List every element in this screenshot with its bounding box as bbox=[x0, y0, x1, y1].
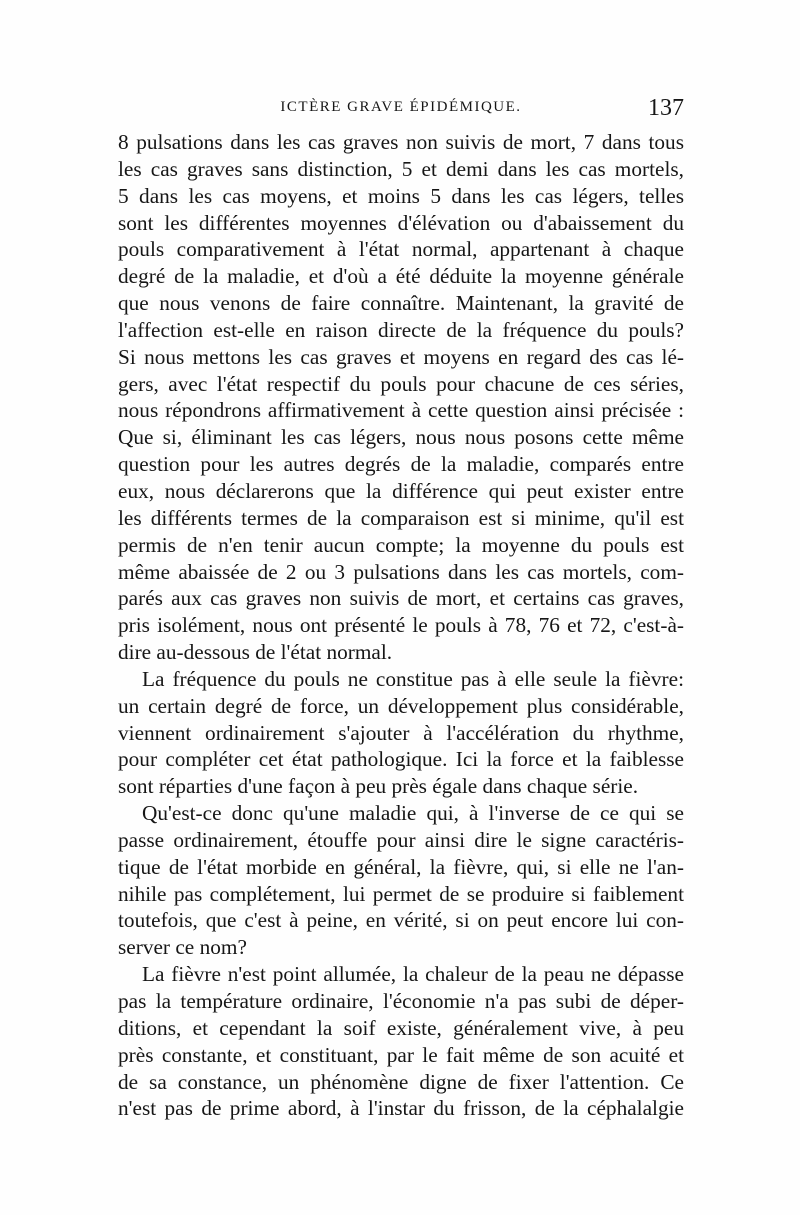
text-line: eux, nous déclarerons que la différence qui peut exister entre bbox=[118, 478, 684, 503]
text-line: pas la température ordinaire, l'économie n'a pas subi de déper- bbox=[118, 989, 684, 1013]
text-line: pouls comparativement à l'état normal, appartenant à chaque bbox=[118, 237, 684, 262]
text-line: La fréquence du pouls ne constitue pas à elle seule la fièvre: bbox=[142, 666, 684, 691]
text-line: 5 dans les cas moyens, et moins 5 dans les cas légers, telles bbox=[118, 183, 684, 208]
text-line: que nous venons de faire connaître. Maintenant, la gravité de bbox=[118, 291, 684, 316]
text-line: les différents termes de la comparaison est si minime, qu'il est bbox=[118, 505, 684, 530]
text-line: gers, avec l'état respectif du pouls pour chacune de ces séries, bbox=[118, 371, 684, 396]
text-line: sont les différentes moyennes d'élévation ou d'abaissement du bbox=[118, 210, 684, 235]
text-line: nous répondrons affirmativement à cette question ainsi précisée : bbox=[118, 398, 684, 423]
text-line: server ce nom? bbox=[118, 935, 247, 960]
body-text bbox=[118, 129, 684, 1122]
text-line: parés aux cas graves non suivis de mort, et certains cas graves, bbox=[118, 586, 684, 611]
text-line: un certain degré de force, un développement plus considérable, bbox=[118, 693, 684, 718]
text-line: pris isolément, nous ont présenté le pouls à 78, 76 et 72, c'est-à- bbox=[118, 613, 684, 638]
text-line: toutefois, que c'est à peine, en vérité, si on peut encore lui con- bbox=[118, 908, 684, 933]
text-line: ditions, et cependant la soif existe, généralement vive, à peu bbox=[118, 1015, 684, 1040]
text-line: Qu'est-ce donc qu'une maladie qui, à l'inverse de ce qui se bbox=[142, 801, 684, 826]
text-line: pour compléter cet état pathologique. Ici la force et la faiblesse bbox=[118, 747, 684, 772]
text-line: l'affection est-elle en raison directe de la fréquence du pouls? bbox=[118, 317, 684, 342]
text-line: permis de n'en tenir aucun compte; la moyenne du pouls est bbox=[118, 532, 684, 557]
text-line: les cas graves sans distinction, 5 et demi dans les cas mortels, bbox=[118, 156, 684, 181]
running-head: ICTÈRE GRAVE ÉPIDÉMIQUE. bbox=[280, 99, 522, 115]
text-line: passe ordinairement, étouffe pour ainsi dire le signe caractéris- bbox=[118, 827, 684, 852]
text-line: dire au-dessous de l'état normal. bbox=[118, 640, 393, 665]
text-line: n'est pas de prime abord, à l'instar du frisson, de la céphalalgie bbox=[118, 1096, 684, 1121]
text-line: sont réparties d'une façon à peu près égale dans chaque série. bbox=[118, 774, 639, 799]
text-line: Si nous mettons les cas graves et moyens en regard des cas lé- bbox=[118, 344, 684, 369]
text-line: viennent ordinairement s'ajouter à l'accélération du rhythme, bbox=[118, 720, 684, 745]
page-header bbox=[118, 95, 684, 125]
text-line: près constante, et constituant, par le fait même de son acuité et bbox=[118, 1042, 684, 1067]
text-line: même abaissée de 2 ou 3 pulsations dans les cas mortels, com- bbox=[118, 559, 684, 584]
text-line: La fièvre n'est point allumée, la chaleur de la peau ne dépasse bbox=[142, 962, 684, 987]
text-line: tique de l'état morbide en général, la fièvre, qui, si elle ne l'an- bbox=[118, 854, 684, 879]
text-line: degré de la maladie, et d'où a été déduite la moyenne générale bbox=[118, 264, 684, 289]
page-number: 137 bbox=[648, 95, 684, 121]
text-line: Que si, éliminant les cas légers, nous nous posons cette même bbox=[118, 425, 684, 450]
text-line: nihile pas complétement, lui permet de se produire si faiblement bbox=[118, 881, 684, 906]
text-line: de sa constance, un phénomène digne de fixer l'attention. Ce bbox=[118, 1069, 684, 1094]
text-line: 8 pulsations dans les cas graves non suivis de mort, 7 dans tous bbox=[118, 130, 684, 154]
text-line: question pour les autres degrés de la maladie, comparés entre bbox=[118, 452, 684, 477]
